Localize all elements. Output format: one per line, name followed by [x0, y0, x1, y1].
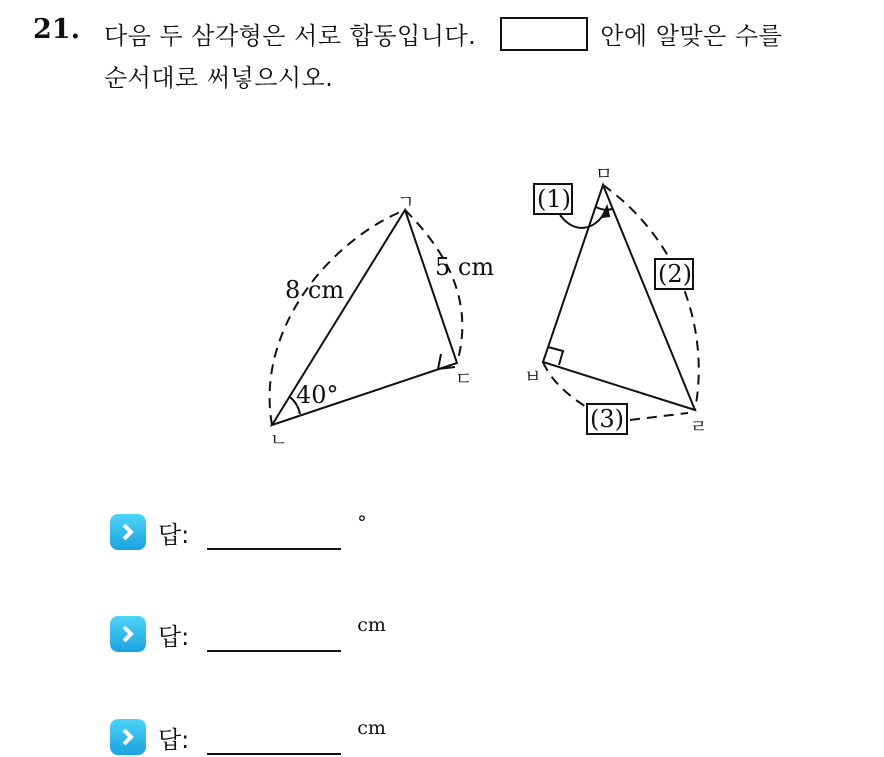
side-label-8cm: 8 cm	[285, 276, 345, 304]
vertex-label-bieup: ㅂ	[524, 367, 542, 388]
answer-label: 답:	[158, 726, 190, 754]
angle-label-40: 40°	[296, 381, 339, 409]
question-text-line2: 순서대로 써넣으시오.	[104, 64, 334, 92]
vertex-label-digeut: ㄷ	[455, 369, 473, 390]
answer-row-1	[110, 510, 367, 550]
question-number: 21.	[33, 14, 80, 45]
box-label-3: (3)	[590, 405, 624, 433]
answer-input-line[interactable]	[207, 723, 341, 755]
vertex-label-rieul: ㄹ	[690, 417, 708, 438]
answer-unit: °	[357, 512, 367, 534]
vertex-label-mieum: ㅁ	[595, 164, 613, 185]
angle-arc-right-top	[596, 207, 612, 210]
answer-input-line[interactable]	[207, 620, 341, 652]
side-label-5cm: 5 cm	[435, 253, 495, 281]
answer-row-2	[110, 612, 386, 652]
right-triangle	[543, 185, 699, 420]
right-angle-marker-right	[548, 347, 563, 365]
vertex-label-nieun: ㄴ	[270, 430, 288, 451]
answer-row-3	[110, 715, 386, 755]
vertex-label-giyeok: ㄱ	[397, 192, 415, 213]
box-label-1: (1)	[537, 185, 571, 213]
chevron-right-icon	[110, 719, 146, 755]
box-label-2: (2)	[658, 260, 692, 288]
chevron-right-icon	[110, 514, 146, 550]
answer-label: 답:	[158, 623, 190, 651]
chevron-right-icon	[110, 616, 146, 652]
answer-unit: cm	[357, 614, 386, 636]
question-text-after-box: 안에 알맞은 수를	[600, 22, 783, 50]
question-text-before-box: 다음 두 삼각형은 서로 합동입니다.	[104, 22, 477, 50]
answer-input-line[interactable]	[207, 518, 341, 550]
answer-label: 답:	[158, 521, 190, 549]
answer-unit: cm	[357, 717, 386, 739]
right-triangle-shape	[543, 185, 695, 410]
